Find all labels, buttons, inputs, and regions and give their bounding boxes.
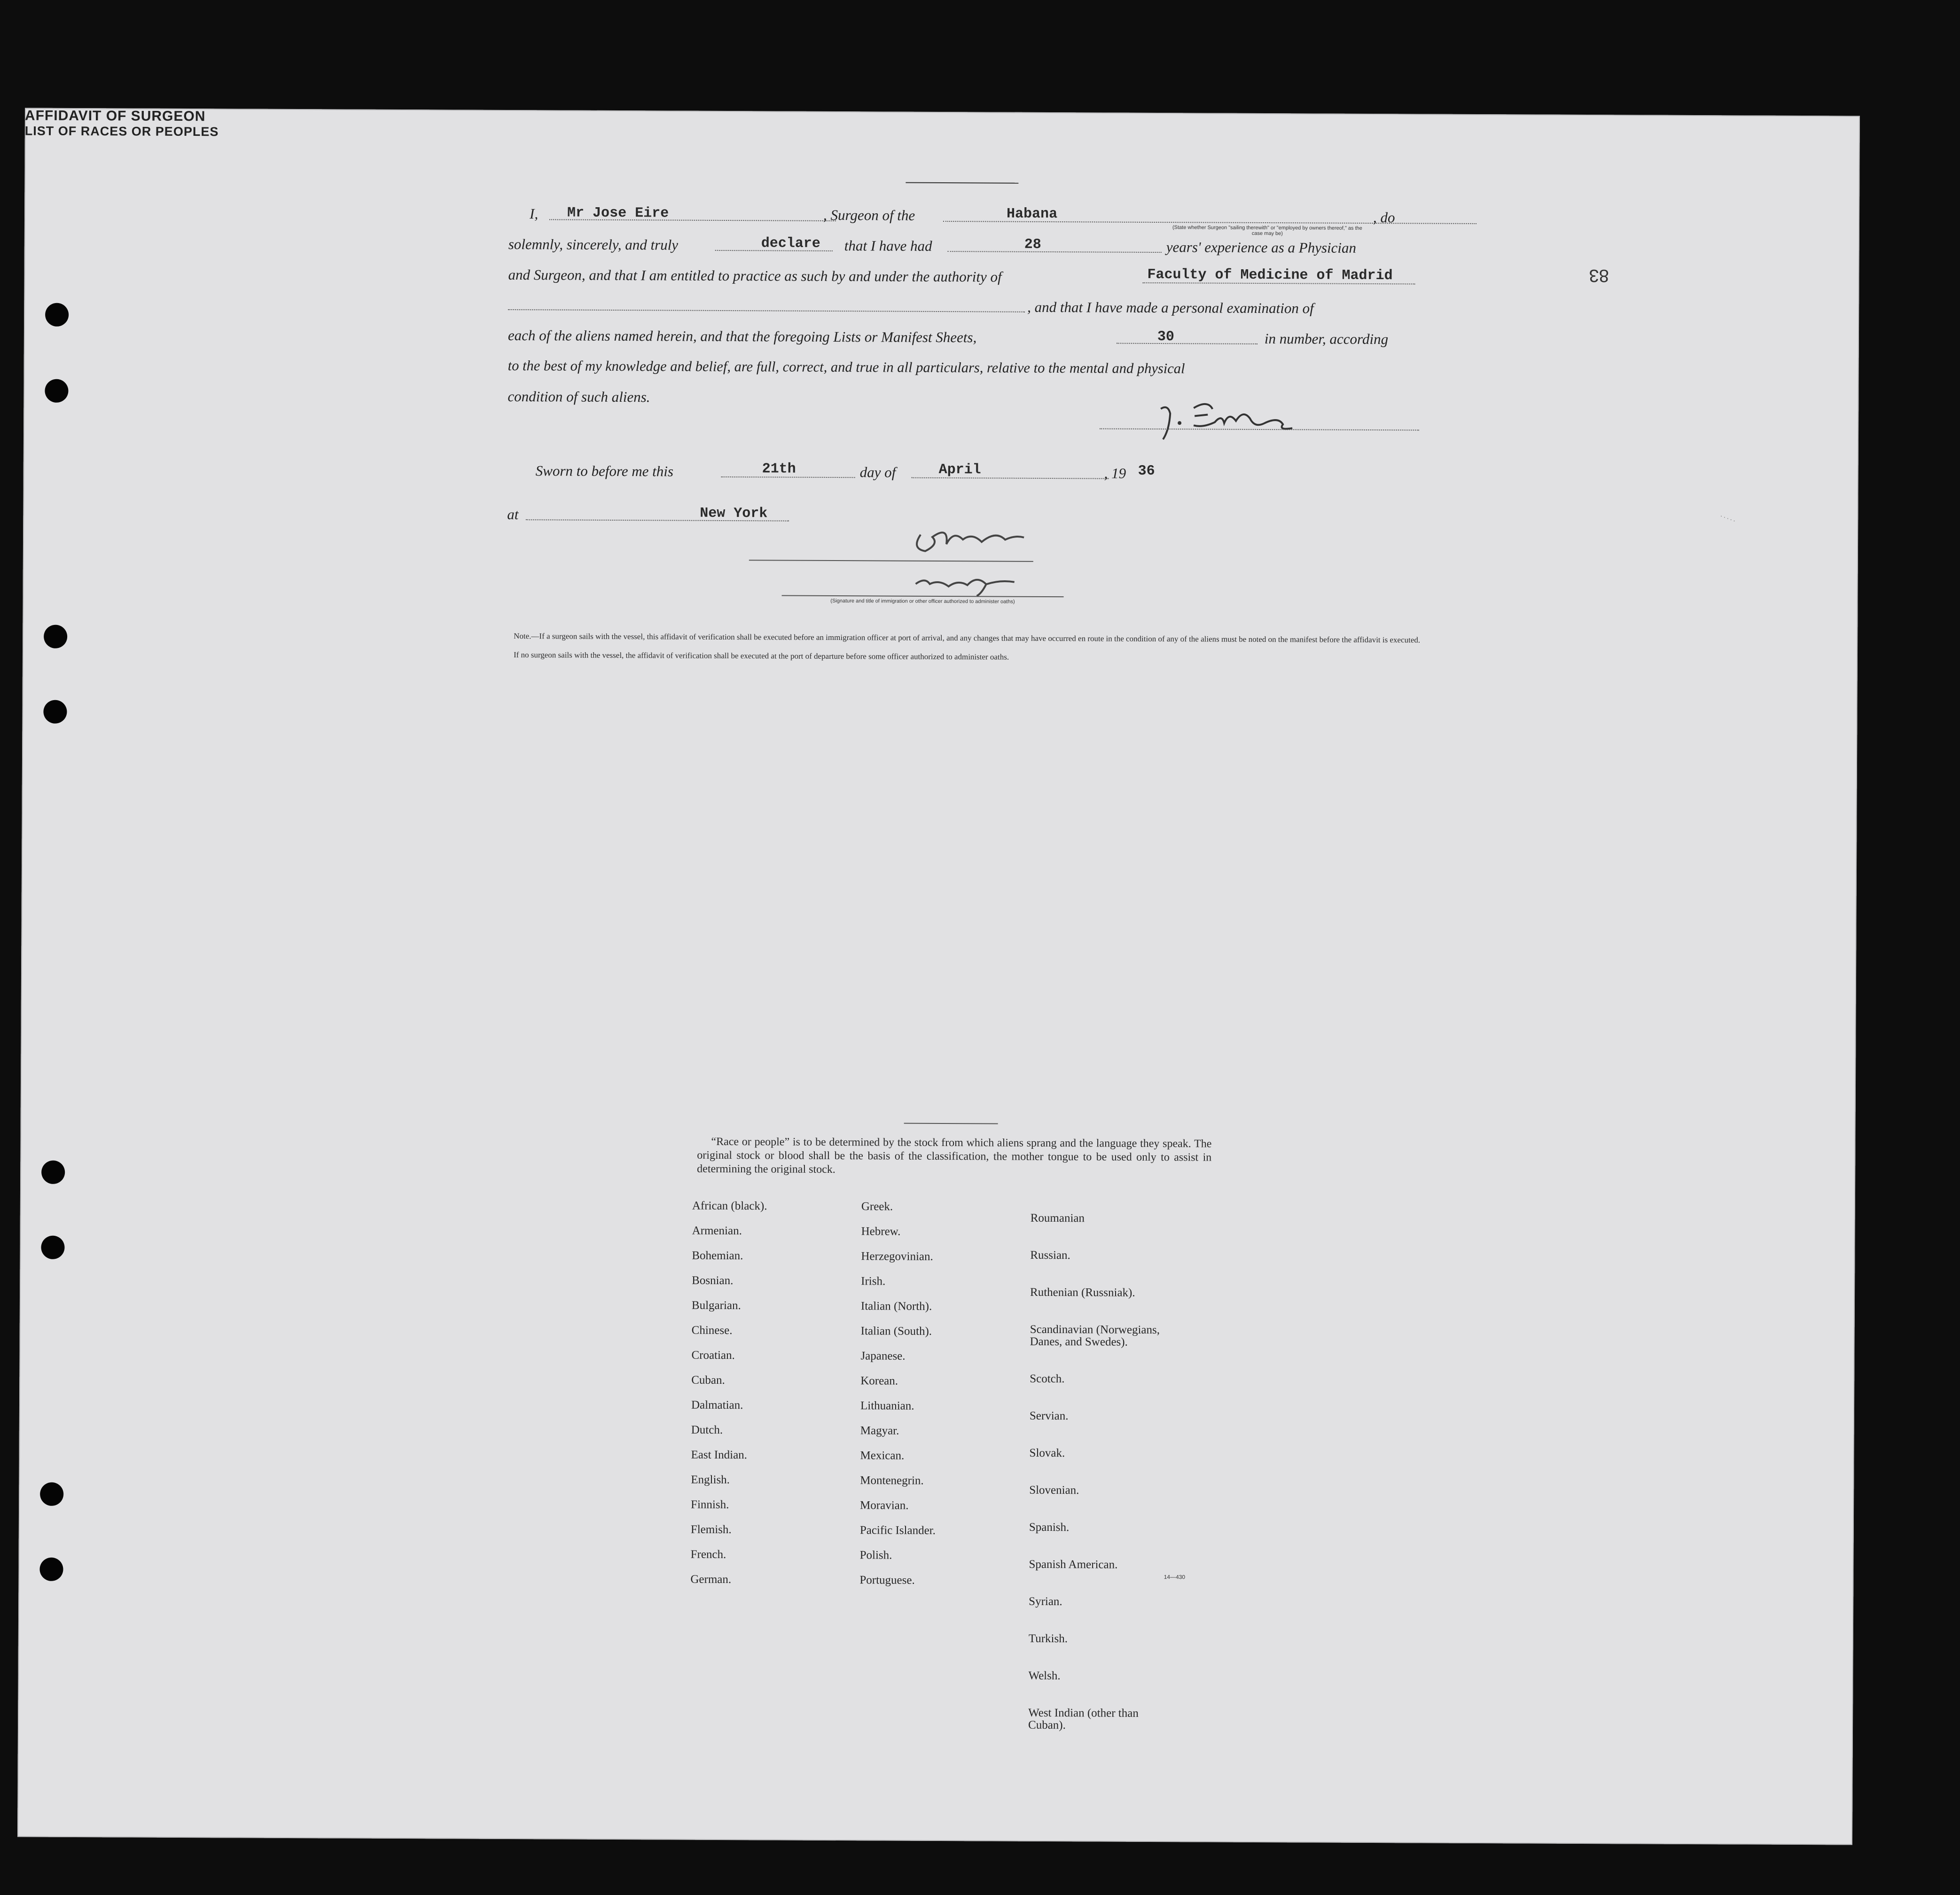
races-column-1 [690,1200,847,1599]
races-title: LIST OF RACES OR PEOPLES [24,124,219,139]
race-item: Slovak. [1029,1446,1065,1460]
race-item: Russian. [1030,1248,1070,1262]
races-column-2 [859,1201,1016,1599]
race-item: Spanish American. [1029,1558,1118,1571]
race-item: Turkish. [1028,1632,1068,1645]
race-item: French. [690,1548,726,1561]
affidavit-text: solemnly, sincerely, and truly [508,235,679,253]
race-item: Polish. [859,1549,892,1562]
race-item: Welsh. [1028,1669,1061,1683]
races-intro: “Race or people” is to be determined by the stock from which aliens sprang and the language they speak. The original stock or blood shall be the basis of the classification, the mother tongue to be used only to assist in determining the original stock. [697,1135,1212,1176]
race-item: Montenegrin. [860,1474,924,1487]
race-item: Greek. [861,1200,893,1213]
years-experience: 28 [1024,236,1041,253]
affidavit-text: each of the aliens named herein, and that the foregoing Lists or Manifest Sheets, [508,327,977,346]
race-item: Cuban. [691,1373,725,1387]
race-item: Irish. [861,1275,886,1288]
sworn-place: New York [700,505,768,522]
race-item: Syrian. [1029,1595,1062,1608]
race-item: Lithuanian. [860,1399,914,1412]
sworn-year: 36 [1138,463,1155,479]
race-item: Croatian. [691,1349,735,1362]
affidavit-text: and Surgeon, and that I am entitled to practice as such by and under the authority of [508,266,1002,285]
affidavit-text: , Surgeon of the [823,206,915,224]
race-item: Mexican. [860,1449,905,1462]
affidavit-text: , and that I have made a personal examination of [1027,298,1314,317]
page-number: 83 [1589,265,1609,286]
sworn-text: Sworn to before me this [535,462,674,480]
race-item: Bohemian. [692,1249,743,1263]
affidavit-text: years' experience as a Physician [1166,239,1357,256]
race-item: Portuguese. [859,1574,915,1587]
race-item: Hebrew. [861,1225,901,1238]
sworn-text: , 19 [1104,465,1126,482]
signature-icon [906,565,1029,599]
signature-caption: (Signature and title of immigration or other officer authorized to administer oaths) [830,598,1015,605]
note-2: If no surgeon sails with the vessel, the affidavit of verification shall be executed at the port of departure before some officer authorized to administer oaths. [513,650,1009,662]
race-item: English. [691,1473,730,1487]
affidavit-text: , do [1373,209,1395,226]
race-item: Scandinavian (Norwegians, Danes, and Swedes). [1030,1323,1160,1349]
fill-line [948,251,1162,253]
race-item: Flemish. [690,1523,732,1536]
document-sheet [17,108,1860,1845]
affidavit-text: in number, according [1264,330,1389,348]
binder-hole [45,379,68,403]
race-item: East Indian. [691,1448,748,1462]
binder-hole [44,625,67,648]
fill-line [1117,343,1257,344]
race-item: Moravian. [860,1499,909,1512]
vessel-name: Habana [1007,206,1058,223]
title-rule [904,1123,998,1124]
fill-line [508,309,1025,312]
race-item: African (black). [692,1199,767,1213]
state-note: (State whether Surgeon "sailing therewith" or "employed by owners thereof," as the case may be) [1172,225,1362,237]
sworn-day: 21th [762,461,796,477]
binder-hole [41,1161,65,1184]
affidavit-text: that I have had [844,237,932,254]
surgeon-signature [1142,395,1320,447]
race-item: Italian (North). [860,1300,932,1313]
sheet-count: 30 [1157,329,1175,345]
binder-hole [41,1236,64,1259]
form-number: 14—430 [1164,1574,1186,1581]
faint-stamp: ····· [1718,512,1738,526]
binder-hole [39,1558,63,1581]
sworn-text: day of [859,464,896,481]
note-1: Note.—If a surgeon sails with the vessel, this affidavit of verification shall be executed before an immigration officer at port of arrival, and any changes that may have occurred en route in the condition of any of the aliens must be noted on the manifest before the affidavit is executed. [514,632,1421,645]
officer-signature [906,516,1085,559]
signature-icon [906,516,1085,559]
race-item: Bulgarian. [691,1299,741,1312]
race-item: Dutch. [691,1423,723,1437]
binder-hole [45,303,69,327]
race-item: Italian (South). [860,1325,932,1338]
affidavit-title: AFFIDAVIT OF SURGEON [24,108,206,125]
race-item: Dalmatian. [691,1398,743,1412]
race-item: Slovenian. [1029,1483,1079,1497]
surgeon-name: Mr Jose Eire [567,205,669,222]
signature-icon [1142,395,1320,447]
race-item: Japanese. [860,1349,906,1363]
race-item: Spanish. [1029,1521,1070,1534]
race-item: German. [690,1573,732,1586]
sworn-month: April [938,461,981,478]
title-rule [906,182,1018,184]
affidavit-text: I, [529,205,539,222]
declare-word: declare [761,235,820,252]
binder-hole [40,1482,63,1506]
race-item: Finnish. [691,1498,729,1512]
signature-line [749,560,1033,562]
officer-title-handwriting [906,565,1029,599]
race-item: West Indian (other than Cuban). [1028,1706,1139,1732]
at-label: at [507,506,519,523]
race-item: Herzegovinian. [861,1250,933,1263]
race-item: Servian. [1029,1409,1069,1423]
race-item: Pacific Islander. [859,1524,936,1537]
race-item: Chinese. [691,1324,733,1337]
race-item: Ruthenian (Russniak). [1030,1286,1135,1299]
authority: Faculty of Medicine of Madrid [1147,266,1393,284]
affidavit-text: condition of such aliens. [508,388,650,406]
race-item: Scotch. [1030,1372,1065,1386]
race-item: Armenian. [692,1224,742,1238]
binder-hole [43,700,67,724]
race-item: Magyar. [860,1424,899,1437]
race-item: Roumanian [1030,1211,1085,1225]
affidavit-text: to the best of my knowledge and belief, are full, correct, and true in all particulars, relative to the mental and physical [508,357,1185,377]
race-item: Bosnian. [692,1274,734,1287]
races-column-3 [1028,1200,1228,1757]
race-item: Korean. [860,1374,898,1388]
